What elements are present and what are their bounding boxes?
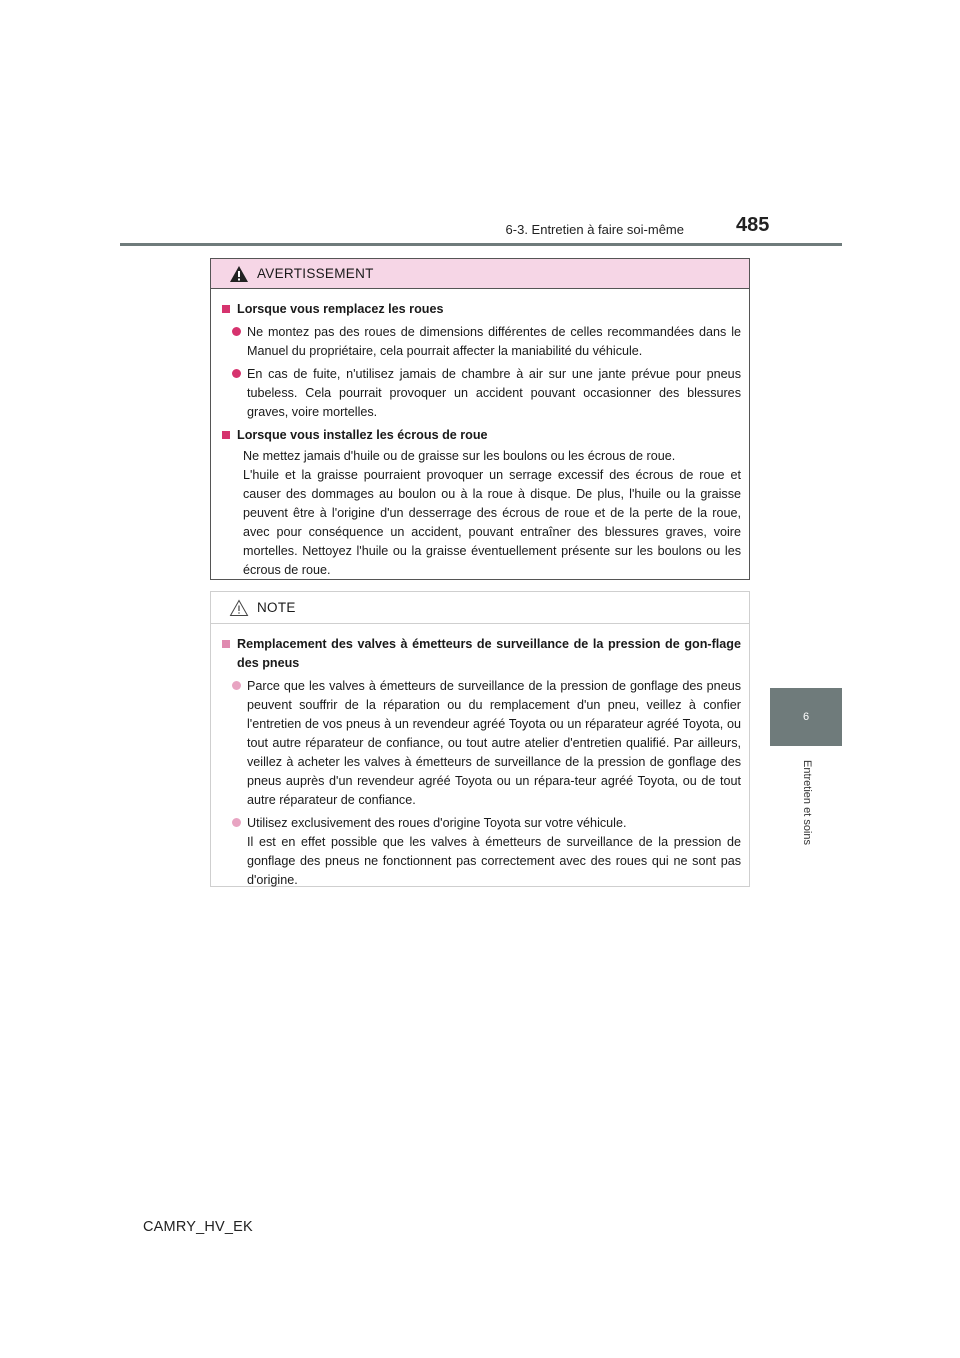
warning-box (210, 258, 750, 580)
chapter-label: Entretien et soins (801, 760, 813, 845)
note-header (211, 592, 749, 624)
chapter-tab: 6 (770, 688, 842, 746)
list-item: Ne montez pas des roues de dimensions différentes de celles recommandées dans le Manuel du propriétaire, cela pourrait affecter la maniabilité du véhicule. (219, 323, 741, 361)
note-box (210, 591, 750, 887)
dot-bullet-icon (232, 327, 241, 336)
header-rule (120, 243, 842, 246)
warning-paragraph-2: L'huile et la graisse pourraient provoquer un serrage excessif des écrous de roue et causer des dommages au boulon ou à la roue à disque. De plus, l'huile ou la graisse peuvent être à l'origine d'un desserrage des écrous de roue et de la perte de la roue, avec pour conséquence un accident, pouvant entraîner des blessures graves, voire mortelles. Nettoyez l'huile ou la graisse éventuellement présente sur les boulons ou les écrous de roue. (243, 468, 741, 577)
section-title: 6-3. Entretien à faire soi-même (505, 222, 684, 237)
caution-triangle-icon (229, 599, 249, 617)
note-body (211, 624, 749, 890)
note-title: NOTE (257, 600, 296, 615)
square-bullet-icon (222, 305, 230, 313)
footer-model-code: CAMRY_HV_EK (143, 1219, 253, 1235)
square-bullet-icon (222, 640, 230, 648)
note-bullet-2-line-1: Utilisez exclusivement des roues d'origine Toyota sur votre véhicule. (247, 816, 627, 830)
note-heading: Remplacement des valves à émetteurs de surveillance de la pression de gon-flage des pneus (219, 635, 741, 673)
dot-bullet-icon (232, 818, 241, 827)
dot-bullet-icon (232, 369, 241, 378)
warning-triangle-icon (229, 265, 249, 283)
list-item (219, 814, 741, 890)
page-number: 485 (736, 214, 770, 236)
square-bullet-icon (222, 431, 230, 439)
warning-header (211, 259, 749, 289)
note-bullet-2-line-2: Il est en effet possible que les valves à émetteurs de surveillance de la pression de gonflage des pneus ne fonctionnent pas correctement avec des roues qui ne sont pas d'origine. (247, 835, 741, 887)
dot-bullet-icon (232, 681, 241, 690)
warning-heading-2: Lorsque vous installez les écrous de roue (219, 426, 741, 445)
warning-body (211, 289, 749, 580)
warning-title: AVERTISSEMENT (257, 266, 374, 281)
list-item: En cas de fuite, n'utilisez jamais de chambre à air sur une jante prévue pour pneus tubeless. Cela pourrait provoquer un accident pouvant occasionner des blessures graves, voire mortelles. (219, 365, 741, 422)
warning-paragraph-1: Ne mettez jamais d'huile ou de graisse sur les boulons ou les écrous de roue. (243, 449, 676, 463)
list-item: Parce que les valves à émetteurs de surveillance de la pression de gonflage des pneus peuvent souffrir de la réparation ou du remplacement d'un pneu, veillez à confier l'entretien de vos pneus à un revendeur agréé Toyota ou un réparateur agréé Toyota, ou tout autre réparateur de confiance, ou tout autre atelier d'entretien qualifié. Par ailleurs, veillez à acheter les valves à émetteurs de surveillance de la pression de gonflage des pneus auprès d'un revendeur agréé Toyota ou un répara-teur agréé Toyota, ou de tout autre réparateur de confiance. (219, 677, 741, 810)
warning-heading-1: Lorsque vous remplacez les roues (219, 300, 741, 319)
